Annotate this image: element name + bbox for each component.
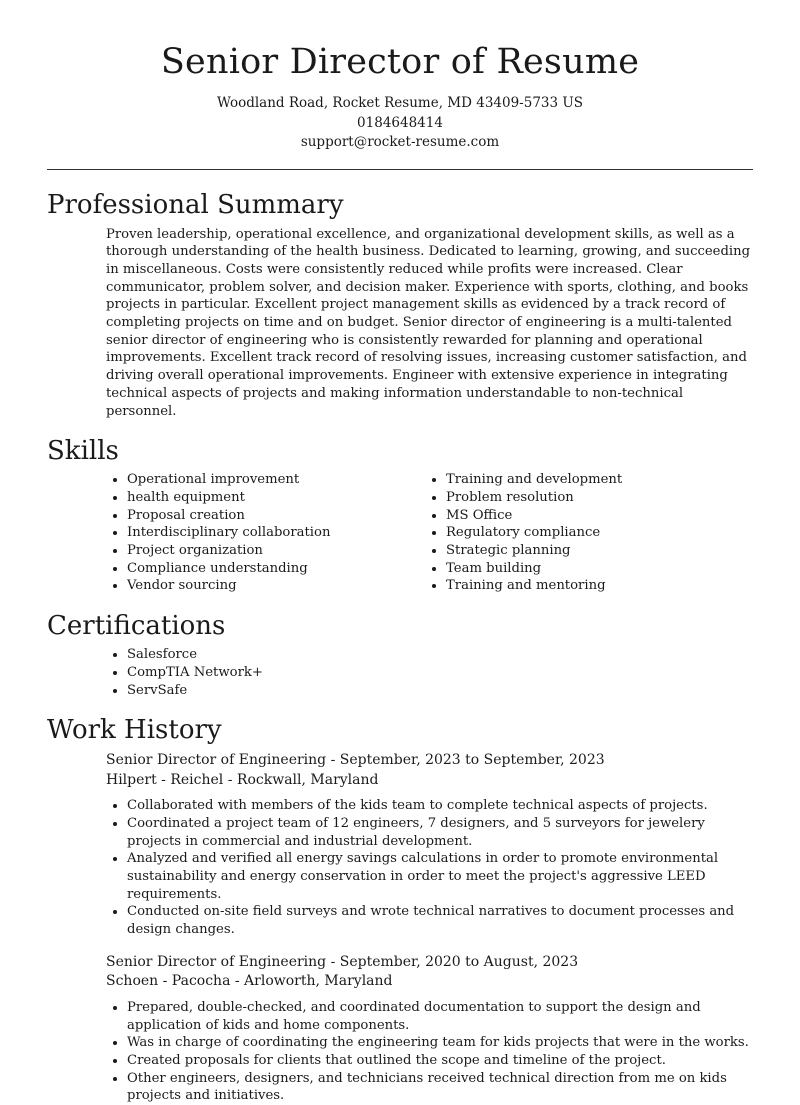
job-bullet: • Conducted on-site field surveys and wrote technical narratives to document processes and design changes. bbox=[127, 903, 752, 938]
job-bullet: • Analyzed and verified all energy savings calculations in order to promote environmental sustainability and energy conservation in order to meet the project's aggressive LEED requirements. bbox=[127, 850, 752, 903]
skill-item: • health equipment bbox=[127, 489, 425, 507]
job-bullet: • Other engineers, designers, and technicians received technical direction from me on kids projects and initiatives. bbox=[127, 1070, 752, 1105]
address: Woodland Road, Rocket Resume, MD 43409-5733 US bbox=[216, 95, 584, 111]
skill-item: • Operational improvement bbox=[127, 471, 425, 489]
contact-block bbox=[0, 94, 800, 153]
skill-item: • Proposal creation bbox=[127, 507, 425, 525]
certifications-section bbox=[0, 609, 800, 699]
certification-item: • ServSafe bbox=[127, 682, 263, 700]
skill-item: • Training and development bbox=[446, 471, 744, 489]
candidate-name: Senior Director of Resume bbox=[160, 42, 640, 82]
section-title-summary: Professional Summary bbox=[47, 189, 344, 220]
skill-item: • Interdisciplinary collaboration bbox=[127, 524, 425, 542]
job-bullet: • Was in charge of coordinating the engineering team for kids projects that were in the works. bbox=[127, 1034, 752, 1052]
phone: 0184648414 bbox=[357, 114, 443, 131]
skills-columns bbox=[106, 471, 752, 595]
skills-column-right bbox=[425, 471, 744, 595]
skills-column-left bbox=[106, 471, 425, 595]
job-bullet: • Coordinated a project team of 12 engineers, 7 designers, and 5 surveyors for jewelery projects in commercial and industrial development. bbox=[127, 815, 752, 850]
skill-item: • Regulatory compliance bbox=[446, 524, 744, 542]
section-title-skills: Skills bbox=[47, 436, 119, 467]
summary-section bbox=[0, 188, 800, 421]
job-company-line: Schoen - Pacocha - Arloworth, Maryland bbox=[106, 973, 393, 990]
summary-text: Proven leadership, operational excellence, and organizational development skills, as well as a thorough understanding of the health business. Dedicated to learning, growing, and succeeding in miscellaneous. Costs were consistently reduced while profits were increased. Clear communicator, problem solver, and decision maker. Experience with sports, clothing, and books projects in particular. Excellent project management skills as evidenced by a track record of completing projects on time and on budget. Senior director of engineering is a multi-talented senior director of engineering who is consistently rewarded for planning and operational improvements. Excellent track record of resolving issues, increasing customer satisfaction, and driving overall operational improvements. Engineer with extensive experience in integrating technical aspects of projects and making information understandable to non-technical personnel. bbox=[106, 226, 751, 419]
skill-item: • Strategic planning bbox=[446, 542, 744, 560]
skill-item: • Training and mentoring bbox=[446, 577, 744, 595]
skill-item: • Vendor sourcing bbox=[127, 577, 425, 595]
job-title-line: Senior Director of Engineering - September, 2023 to September, 2023 bbox=[106, 752, 605, 769]
work-history-section bbox=[0, 713, 800, 1105]
resume-header bbox=[0, 0, 800, 153]
skill-item: • Problem resolution bbox=[446, 489, 744, 507]
job-bullet: • Collaborated with members of the kids team to complete technical aspects of projects. bbox=[127, 797, 752, 815]
skill-item: • MS Office bbox=[446, 507, 744, 525]
section-title-certifications: Certifications bbox=[47, 611, 226, 642]
job-company-line: Hilpert - Reichel - Rockwall, Maryland bbox=[106, 771, 379, 788]
certification-item: • CompTIA Network+ bbox=[127, 664, 263, 682]
skills-section bbox=[0, 434, 800, 595]
email: support@rocket-resume.com bbox=[300, 134, 500, 150]
job-bullet: • Created proposals for clients that outlined the scope and timeline of the project. bbox=[127, 1052, 752, 1070]
header-divider bbox=[47, 169, 753, 170]
job-entry bbox=[106, 953, 752, 1105]
skill-item: • Compliance understanding bbox=[127, 560, 425, 578]
job-title-line: Senior Director of Engineering - September, 2020 to August, 2023 bbox=[106, 953, 579, 970]
job-bullet: • Prepared, double-checked, and coordinated documentation to support the design and application of kids and home components. bbox=[127, 999, 752, 1034]
job-entry bbox=[106, 751, 752, 939]
section-title-work-history: Work History bbox=[47, 715, 222, 746]
skill-item: • Team building bbox=[446, 560, 744, 578]
certifications-list bbox=[106, 646, 752, 699]
certification-item: • Salesforce bbox=[127, 646, 263, 664]
skill-item: • Project organization bbox=[127, 542, 425, 560]
